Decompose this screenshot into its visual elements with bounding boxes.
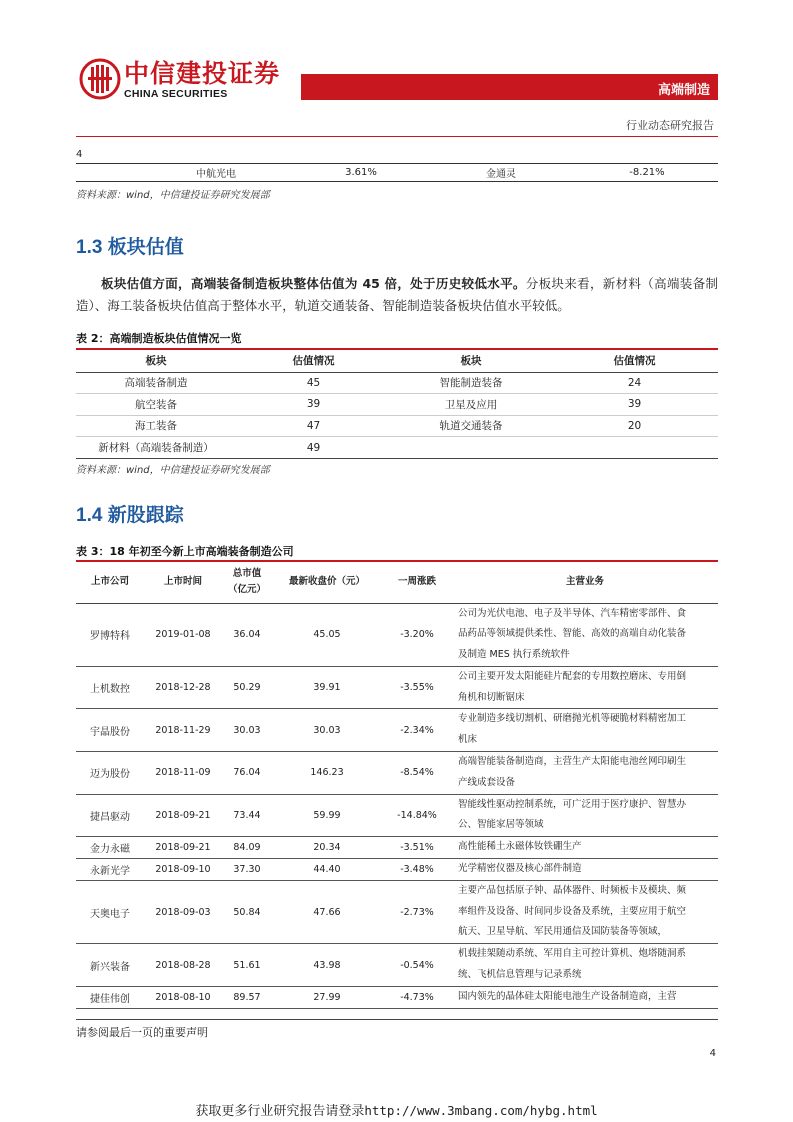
table-cell: 24 <box>551 372 718 394</box>
weekly-change: -3.51% <box>382 837 452 859</box>
business-line: 及制造 MES 执行系统软件 <box>458 649 570 661</box>
market-cap: 50.29 <box>222 666 272 709</box>
table-cell: 高端装备制造 <box>76 372 236 394</box>
weekly-change: -4.73% <box>382 986 452 1008</box>
page-number: 4 <box>709 1048 716 1059</box>
column-header: 主营业务 <box>452 561 718 603</box>
table-row <box>76 163 718 181</box>
market-cap: 84.09 <box>222 837 272 859</box>
main-business <box>452 837 718 859</box>
banner-text: 获取更多行业研究报告请登录 <box>195 1104 365 1119</box>
report-type: 行业动态研究报告 <box>626 119 714 132</box>
close-price: 20.34 <box>272 837 382 859</box>
table-cell: 20 <box>551 415 718 437</box>
listing-date: 2018-09-21 <box>144 794 222 837</box>
table-cell <box>391 437 551 459</box>
weekly-change: -3.55% <box>382 666 452 709</box>
column-header: 估值情况 <box>236 349 391 372</box>
column-header: 估值情况 <box>551 349 718 372</box>
company-name: 天奥电子 <box>76 880 144 943</box>
listing-date: 2018-11-09 <box>144 752 222 795</box>
close-price: 27.99 <box>272 986 382 1008</box>
table-cell: 智能制造装备 <box>391 372 551 394</box>
table-row <box>76 394 718 416</box>
listing-date: 2018-09-10 <box>144 859 222 881</box>
column-header: 一周涨跌 <box>382 561 452 603</box>
section-title: 1.4 新股跟踪 <box>76 505 184 526</box>
table-cell: 航空装备 <box>76 394 236 416</box>
column-header: 最新收盘价（元） <box>272 561 382 603</box>
listing-date: 2018-09-21 <box>144 837 222 859</box>
weekly-change: -14.84% <box>382 794 452 837</box>
company-name: 捷佳伟创 <box>76 986 144 1008</box>
mcap-line-2: （亿元） <box>227 584 266 596</box>
main-business <box>452 603 718 666</box>
close-price: 146.23 <box>272 752 382 795</box>
weekly-change: -3.48% <box>382 859 452 881</box>
table-cell: 49 <box>236 437 391 459</box>
close-price: 45.05 <box>272 603 382 666</box>
column-header: 板块 <box>76 349 236 372</box>
close-price: 44.40 <box>272 859 382 881</box>
table-cell: 45 <box>236 372 391 394</box>
table-cell: 轨道交通装备 <box>391 415 551 437</box>
china-securities-logo-icon <box>79 58 121 100</box>
market-cap: 36.04 <box>222 603 272 666</box>
listing-date: 2018-08-28 <box>144 944 222 987</box>
left-stock-value: 3.61% <box>296 163 426 181</box>
banner-link[interactable]: http://www.3mbang.com/hybg.html <box>364 1103 598 1118</box>
column-header: 板块 <box>391 349 551 372</box>
table-row <box>76 603 718 666</box>
market-cap: 37.30 <box>222 859 272 881</box>
business-line: 公司主要开发太阳能硅片配套的专用数控磨床、专用倒 <box>458 670 687 682</box>
table-cell: 39 <box>551 394 718 416</box>
listing-date: 2019-01-08 <box>144 603 222 666</box>
table-row <box>76 794 718 837</box>
footer-divider <box>76 1019 718 1020</box>
business-line: 机床 <box>458 734 478 746</box>
listing-date: 2018-08-10 <box>144 986 222 1008</box>
valuation-table <box>76 348 718 459</box>
business-line: 机载挂架随动系统、军用自主可控计算机、炮塔随洞系 <box>458 948 687 960</box>
company-name: 新兴装备 <box>76 944 144 987</box>
left-stock-name: 中航光电 <box>136 163 296 181</box>
right-stock-name: 金通灵 <box>426 163 576 181</box>
main-business <box>452 880 718 943</box>
column-header: 上市公司 <box>76 561 144 603</box>
close-price: 30.03 <box>272 709 382 752</box>
company-name: 上机数控 <box>76 666 144 709</box>
market-cap: 51.61 <box>222 944 272 987</box>
business-line: 率组件及设备、时间同步设备及系统，主要应用于航空 <box>458 905 687 917</box>
table-1-tail <box>76 147 718 182</box>
business-line: 统、飞机信息管理与记录系统 <box>458 969 582 981</box>
column-header: 上市时间 <box>144 561 222 603</box>
main-business <box>452 666 718 709</box>
table-row <box>76 372 718 394</box>
business-line: 高性能稀土永磁体钕铁硼生产 <box>458 841 582 853</box>
table-row <box>76 859 718 881</box>
business-line: 光学精密仪器及核心部件制造 <box>458 863 582 875</box>
business-line: 智能线性驱动控制系统，可广泛用于医疗康护、智慧办 <box>458 798 687 810</box>
company-name: 金力永磁 <box>76 837 144 859</box>
weekly-change: -3.20% <box>382 603 452 666</box>
table-cell: 海工装备 <box>76 415 236 437</box>
table-cell <box>551 437 718 459</box>
listing-date: 2018-12-28 <box>144 666 222 709</box>
company-name: 捷昌驱动 <box>76 794 144 837</box>
main-business <box>452 709 718 752</box>
market-cap: 76.04 <box>222 752 272 795</box>
brand-name-en: CHINA SECURITIES <box>124 88 228 100</box>
business-line: 航天、卫星导航、军民用通信及国防装备等领域， <box>458 926 668 938</box>
brand-name-cn: 中信建投证券 <box>124 59 281 88</box>
listing-date: 2018-09-03 <box>144 880 222 943</box>
section-title: 1.3 板块估值 <box>76 237 184 258</box>
main-business <box>452 944 718 987</box>
main-business <box>452 859 718 881</box>
business-line: 主要产品包括原子钟、晶体器件、时频板卡及模块、频 <box>458 884 687 896</box>
business-line: 公、智能家居等领域 <box>458 819 544 831</box>
listing-date: 2018-11-29 <box>144 709 222 752</box>
business-line: 国内领先的晶体硅太阳能电池生产设备制造商，主营 <box>458 990 677 1002</box>
table-cell: 卫星及应用 <box>391 394 551 416</box>
main-business <box>452 752 718 795</box>
company-name: 宇晶股份 <box>76 709 144 752</box>
valuation-paragraph <box>76 273 718 317</box>
weekly-change: -2.34% <box>382 709 452 752</box>
paragraph-bold: 板块估值方面，高端装备制造板块整体估值为 45 倍，处于历史较低水平。 <box>101 276 526 291</box>
market-cap: 89.57 <box>222 986 272 1008</box>
disclaimer-note: 请参阅最后一页的重要声明 <box>76 1026 208 1039</box>
business-line: 公司为光伏电池、电子及半导体、汽车精密零部件、食 <box>458 607 687 619</box>
table-row <box>76 666 718 709</box>
header-divider <box>76 136 718 137</box>
company-name: 迈为股份 <box>76 752 144 795</box>
close-price: 47.66 <box>272 880 382 943</box>
table-row <box>76 415 718 437</box>
close-price: 39.91 <box>272 666 382 709</box>
company-name: 罗博特科 <box>76 603 144 666</box>
business-line: 产线成套设备 <box>458 776 516 788</box>
weekly-change: -2.73% <box>382 880 452 943</box>
table-row <box>76 709 718 752</box>
company-name: 永新光学 <box>76 859 144 881</box>
table-caption: 表 3：18 年初至今新上市高端装备制造公司 <box>76 545 294 558</box>
market-cap: 73.44 <box>222 794 272 837</box>
industry-label: 高端制造 <box>657 83 710 98</box>
table-row <box>76 837 718 859</box>
industry-banner <box>301 74 718 100</box>
business-line: 品药品等领域提供柔性、智能、高效的高端自动化装备 <box>458 628 687 640</box>
mcap-line-1: 总市值 <box>232 568 262 580</box>
table-row <box>76 986 718 1008</box>
main-business <box>452 794 718 837</box>
market-cap: 50.84 <box>222 880 272 943</box>
row-index: 4 <box>76 149 83 161</box>
table-caption: 表 2：高端制造板块估值情况一览 <box>76 332 242 345</box>
table-cell: 新材料（高端装备制造） <box>76 437 236 459</box>
weekly-change: -0.54% <box>382 944 452 987</box>
business-line: 专业制造多线切割机、研磨抛光机等硬脆材料精密加工 <box>458 713 687 725</box>
close-price: 59.99 <box>272 794 382 837</box>
table-row <box>76 880 718 943</box>
weekly-change: -8.54% <box>382 752 452 795</box>
table-cell: 47 <box>236 415 391 437</box>
bottom-banner <box>0 1100 793 1119</box>
new-listings-table <box>76 560 718 1009</box>
table-row <box>76 437 718 459</box>
source-note: 资料来源：wind，中信建投证券研究发展部 <box>76 190 270 201</box>
table-cell: 39 <box>236 394 391 416</box>
column-header-mcap <box>222 561 272 603</box>
main-business <box>452 986 718 1008</box>
table-row <box>76 752 718 795</box>
source-note: 资料来源：wind，中信建投证券研究发展部 <box>76 465 270 476</box>
table-row <box>76 944 718 987</box>
business-line: 角机和切断锯床 <box>458 691 525 703</box>
business-line: 高端智能装备制造商，主营生产太阳能电池丝网印刷生 <box>458 756 687 768</box>
right-stock-value: -8.21% <box>576 163 718 181</box>
close-price: 43.98 <box>272 944 382 987</box>
market-cap: 30.03 <box>222 709 272 752</box>
paragraph-rest: 分板块来看，新材料（高端装备制造）、海工装备板块估值高于整体水平，轨道交通装备、智能制造装备板块估值水平较低。 <box>76 276 718 313</box>
